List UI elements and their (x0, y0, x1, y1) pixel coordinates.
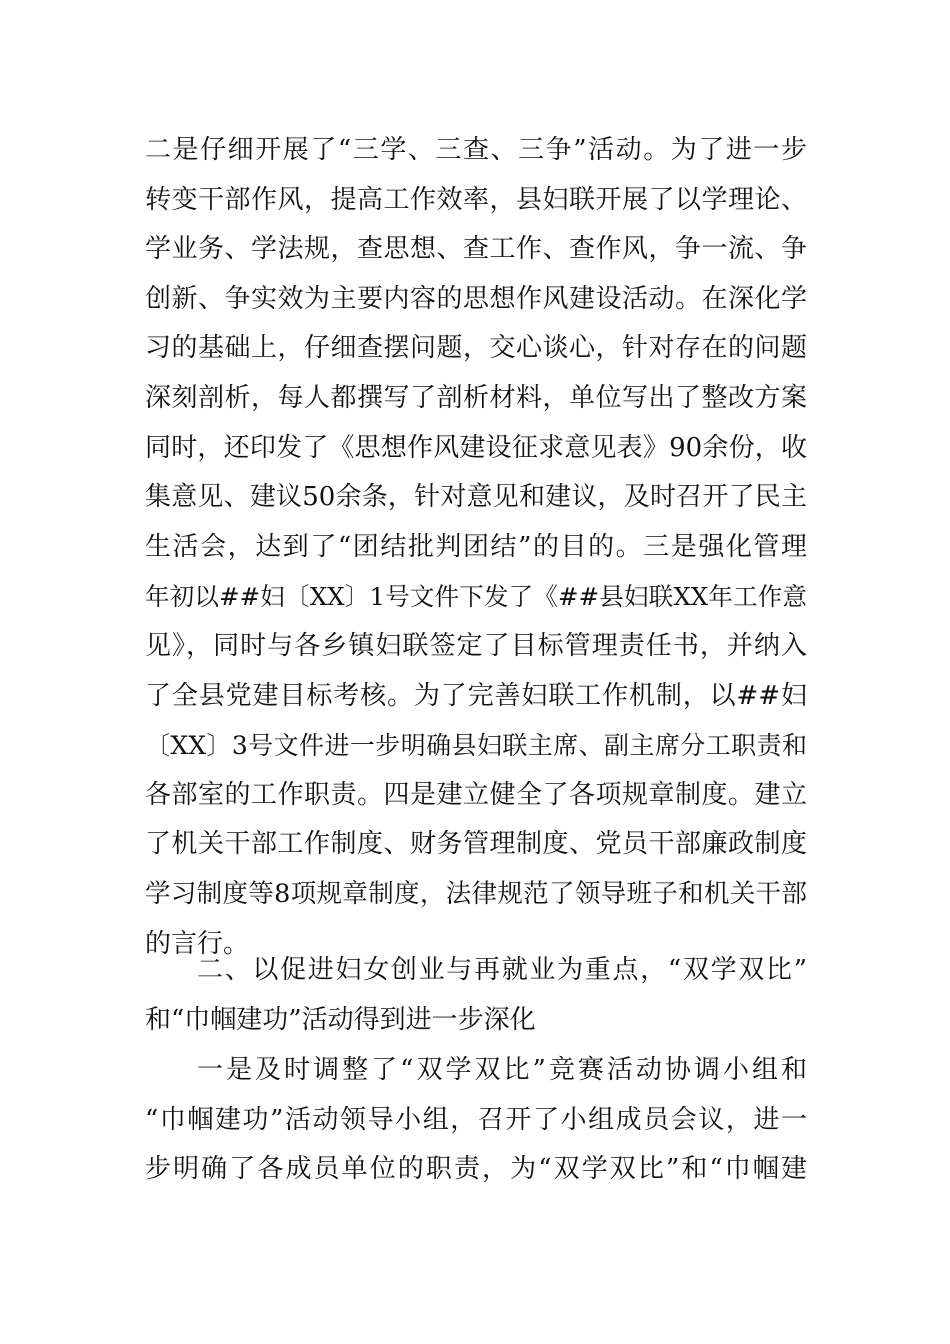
paragraph-work-style (145, 126, 807, 969)
text-line: 步明确了各成员单位的职责，为“双学双比”和“巾帼建 (145, 1154, 807, 1185)
text-line: 同时，还印发了《思想作风建设征求意见表》90余份，收 (145, 432, 807, 463)
heading-line: 二、以促进妇女创业与再就业为重点，“双学双比” (197, 955, 807, 985)
paragraph-coordination (145, 1046, 807, 1195)
text-line: 学业务、学法规，查思想、查工作、查作风，争一流、争 (145, 234, 807, 265)
text-line: “巾帼建功”活动领导小组，召开了小组成员会议，进一 (145, 1104, 807, 1135)
text-line: 习的基础上，仔细查摆问题，交心谈心，针对存在的问题 (145, 333, 807, 364)
text-line: 学习制度等8项规章制度，法律规范了领导班子和机关干部 (145, 878, 807, 909)
text-line: 深刻剖析，每人都撰写了剖析材料，单位写出了整改方案 (145, 382, 807, 413)
text-line: 各部室的工作职责。四是建立健全了各项规章制度。建立 (145, 779, 807, 810)
text-line: 了机关干部工作制度、财务管理制度、党员干部廉政制度 (145, 829, 807, 860)
text-line: 二是仔细开展了“三学、三查、三争”活动。为了进一步 (145, 135, 807, 165)
text-line: 生活会，达到了“团结批判团结”的目的。三是强化管理 (145, 531, 807, 562)
text-line: 转变干部作风，提高工作效率，县妇联开展了以学理论、 (145, 184, 807, 215)
text-line: 集意见、建议50余条，针对意见和建议，及时召开了民主 (145, 482, 807, 513)
text-line: 创新、争实效为主要内容的思想作风建设活动。在深化学 (145, 283, 807, 314)
text-line: 〔XX〕3号文件进一步明确县妇联主席、副主席分工职责和 (145, 731, 807, 761)
section-heading (145, 946, 807, 1045)
text-line: 年初以##妇〔XX〕1号文件下发了《##县妇联XX年工作意 (145, 582, 807, 612)
text-line: 见》，同时与各乡镇妇联签定了目标管理责任书，并纳入 (145, 630, 807, 661)
text-line: 了全县党建目标考核。为了完善妇联工作机制，以##妇 (145, 680, 807, 711)
heading-line: 和“巾帼建功”活动得到进一步深化 (145, 1004, 536, 1035)
text-line: 一是及时调整了“双学双比”竞赛活动协调小组和 (197, 1055, 807, 1085)
text-line: 的言行。 (145, 928, 250, 959)
